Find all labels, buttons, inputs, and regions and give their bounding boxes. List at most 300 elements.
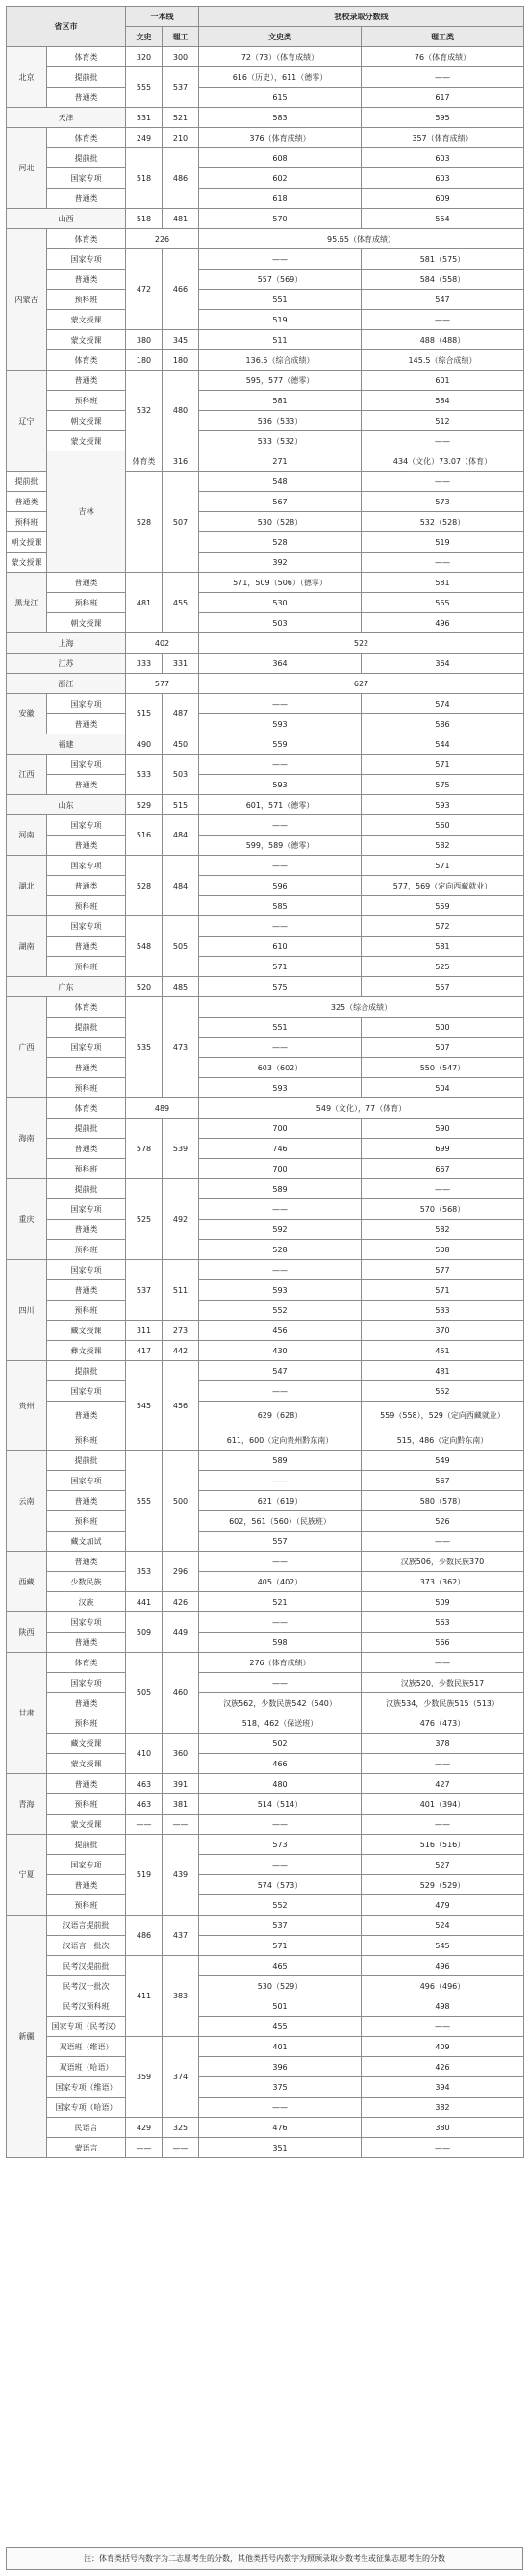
first-line-li-cell: 456 — [163, 1361, 199, 1451]
table-row — [7, 573, 524, 593]
province-cell: 北京 — [7, 47, 47, 108]
category-cell: 普通类 — [47, 714, 126, 734]
table-row — [7, 1301, 524, 1321]
admission-score-table — [6, 6, 524, 2158]
table-row — [7, 2017, 524, 2037]
school-wen-cell: 567 — [199, 492, 362, 512]
category-cell: 藏文授课 — [47, 1321, 126, 1341]
header-ligong-lei: 理工类 — [362, 27, 524, 47]
school-li-cell: 532（528） — [362, 512, 524, 532]
first-line-cell: 226 — [126, 229, 199, 249]
first-line-li-cell: 391 — [163, 1774, 199, 1794]
school-wen-cell: —— — [199, 694, 362, 714]
first-line-wen-cell: 333 — [126, 654, 163, 674]
category-cell: 朝文授课 — [47, 613, 126, 633]
table-row — [7, 1734, 524, 1754]
category-cell: 国家专项 — [47, 916, 126, 937]
category-cell: 民语言 — [47, 2118, 126, 2138]
school-li-cell: —— — [362, 472, 524, 492]
school-wen-cell: 375 — [199, 2077, 362, 2098]
category-cell: 提前批 — [47, 67, 126, 88]
first-line-li-cell: —— — [163, 2138, 199, 2158]
school-wen-cell: 616（历史），611（德零） — [199, 67, 362, 88]
school-wen-cell: 596 — [199, 876, 362, 896]
school-line-cell: 627 — [199, 674, 524, 694]
school-li-cell: —— — [362, 431, 524, 451]
school-li-cell: 582 — [362, 1220, 524, 1240]
table-row — [7, 916, 524, 937]
category-cell: 普通类 — [47, 371, 126, 391]
school-li-cell: 451 — [362, 1341, 524, 1361]
school-li-cell: 145.5（综合成绩） — [362, 350, 524, 371]
school-wen-cell: 551 — [199, 290, 362, 310]
province-cell: 山东 — [7, 795, 126, 815]
category-cell: 国家专项（维语） — [47, 2077, 126, 2098]
first-line-wen-cell: 555 — [126, 67, 163, 108]
school-li-cell: 426 — [362, 2057, 524, 2077]
first-line-wen-cell: 528 — [126, 472, 163, 573]
school-li-cell: 500 — [362, 1018, 524, 1038]
school-li-cell: 496 — [362, 613, 524, 633]
province-cell: 云南 — [7, 1451, 47, 1552]
province-cell: 上海 — [7, 633, 126, 654]
table-row — [7, 249, 524, 270]
category-cell: 预科班 — [47, 957, 126, 977]
table-row — [7, 1240, 524, 1260]
category-cell: 预科班 — [47, 1713, 126, 1734]
table-row — [7, 674, 524, 694]
school-li-cell: 496（496） — [362, 1976, 524, 1996]
first-line-wen-cell: 525 — [126, 1179, 163, 1260]
school-li-cell: 609 — [362, 189, 524, 209]
category-cell: 预科班 — [47, 1895, 126, 1916]
province-cell: 山西 — [7, 209, 126, 229]
first-line-li-cell: 450 — [163, 734, 199, 755]
table-row — [7, 1532, 524, 1552]
school-li-cell: —— — [362, 2138, 524, 2158]
table-row — [7, 431, 524, 451]
school-li-cell: 595 — [362, 108, 524, 128]
school-li-cell: 533 — [362, 1301, 524, 1321]
first-line-li-cell: 360 — [163, 1734, 199, 1774]
category-cell: 体育类 — [126, 451, 163, 472]
school-wen-cell: 533（532） — [199, 431, 362, 451]
table-row — [7, 1402, 524, 1430]
category-cell: 体育类 — [47, 128, 126, 148]
category-cell: 提前批 — [7, 472, 47, 492]
province-cell: 黑龙江 — [7, 573, 47, 633]
school-wen-cell: 456 — [199, 1321, 362, 1341]
school-wen-cell: 570 — [199, 209, 362, 229]
table-row — [7, 997, 524, 1018]
table-row — [7, 290, 524, 310]
province-cell: 海南 — [7, 1098, 47, 1179]
school-wen-cell: —— — [199, 1260, 362, 1280]
category-cell: 国家专项 — [47, 694, 126, 714]
school-wen-cell: 602 — [199, 168, 362, 189]
category-cell: 体育类 — [47, 350, 126, 371]
first-line-wen-cell: 516 — [126, 815, 163, 856]
table-row — [7, 795, 524, 815]
category-cell: 提前批 — [47, 1835, 126, 1855]
header-province: 省区市 — [7, 7, 126, 47]
school-li-cell: 571 — [362, 856, 524, 876]
category-cell: 普通类 — [47, 189, 126, 209]
table-row — [7, 1875, 524, 1895]
table-row — [7, 1855, 524, 1875]
header-school-line: 我校录取分数线 — [199, 7, 524, 27]
school-wen-cell: 480 — [199, 1774, 362, 1794]
first-line-wen-cell: 417 — [126, 1341, 163, 1361]
school-wen-cell: 571 — [199, 1936, 362, 1956]
category-cell: 预科班 — [47, 290, 126, 310]
category-cell: 民考汉提前批 — [47, 1956, 126, 1976]
first-line-li-cell: 507 — [163, 472, 199, 573]
category-cell: 国家专项 — [47, 1855, 126, 1875]
school-li-cell: 382 — [362, 2098, 524, 2118]
score-table-container — [6, 6, 523, 2158]
school-li-cell: —— — [362, 1179, 524, 1199]
category-cell: 国家专项 — [47, 249, 126, 270]
first-line-li-cell: 485 — [163, 977, 199, 997]
school-wen-cell: 455 — [199, 2017, 362, 2037]
first-line-li-cell: 300 — [163, 47, 199, 67]
school-li-cell: 550（547） — [362, 1058, 524, 1078]
category-cell: 预科班 — [47, 391, 126, 411]
school-wen-cell: —— — [199, 856, 362, 876]
table-row — [7, 1280, 524, 1301]
first-line-wen-cell: —— — [126, 2138, 163, 2158]
school-li-cell: 586 — [362, 714, 524, 734]
first-line-li-cell: 486 — [163, 148, 199, 209]
first-line-wen-cell: 311 — [126, 1321, 163, 1341]
school-wen-cell: 519 — [199, 310, 362, 330]
school-wen-cell: 700 — [199, 1119, 362, 1139]
first-line-li-cell: 466 — [163, 249, 199, 330]
first-line-li-cell: 487 — [163, 694, 199, 734]
table-row — [7, 1815, 524, 1835]
first-line-li-cell: 210 — [163, 128, 199, 148]
table-row — [7, 1471, 524, 1491]
first-line-li-cell: 480 — [163, 371, 199, 451]
category-cell: 普通类 — [47, 1693, 126, 1713]
category-cell: 双语班（维语） — [47, 2037, 126, 2057]
first-line-wen-cell: 537 — [126, 1260, 163, 1321]
first-line-wen-cell: 380 — [126, 330, 163, 350]
category-cell: 普通类 — [47, 1139, 126, 1159]
school-wen-cell: 574（573） — [199, 1875, 362, 1895]
table-row — [7, 1119, 524, 1139]
table-row — [7, 391, 524, 411]
province-cell: 西藏 — [7, 1552, 47, 1612]
first-line-li-cell: 345 — [163, 330, 199, 350]
first-line-wen-cell: 509 — [126, 1612, 163, 1653]
province-cell: 江西 — [7, 755, 47, 795]
category-cell: 国家专项 — [47, 755, 126, 775]
school-li-cell: 370 — [362, 1321, 524, 1341]
first-line-li-cell: 426 — [163, 1592, 199, 1612]
school-wen-cell: 557（569） — [199, 270, 362, 290]
category-cell: 提前批 — [47, 1179, 126, 1199]
first-line-li-cell: 492 — [163, 1179, 199, 1260]
category-cell: 预科班 — [47, 1078, 126, 1098]
table-row — [7, 714, 524, 734]
school-wen-cell: —— — [199, 916, 362, 937]
school-wen-cell: 476 — [199, 2118, 362, 2138]
table-row — [7, 1612, 524, 1633]
school-wen-cell: —— — [199, 1199, 362, 1220]
category-cell: 普通类 — [47, 573, 126, 593]
table-row — [7, 1754, 524, 1774]
category-cell: 国家专项 — [47, 1038, 126, 1058]
table-row — [7, 209, 524, 229]
category-cell: 蒙语言 — [47, 2138, 126, 2158]
category-cell: 藏文加试 — [47, 1532, 126, 1552]
school-wen-cell: 599，589（德零） — [199, 836, 362, 856]
first-line-cell: 577 — [126, 674, 199, 694]
school-li-cell: 544 — [362, 734, 524, 755]
table-row — [7, 694, 524, 714]
first-line-wen-cell: 359 — [126, 2037, 163, 2118]
first-line-wen-cell: 481 — [126, 573, 163, 633]
province-cell: 青海 — [7, 1774, 47, 1835]
category-cell: 预科班 — [47, 1794, 126, 1815]
school-wen-cell: 136.5（综合成绩） — [199, 350, 362, 371]
school-line-cell: 325（综合成绩） — [199, 997, 524, 1018]
school-wen-cell: 746 — [199, 1139, 362, 1159]
table-row — [7, 229, 524, 249]
first-line-li-cell: 460 — [163, 1653, 199, 1734]
table-row — [7, 654, 524, 674]
category-cell: 体育类 — [47, 47, 126, 67]
school-wen-cell: 583 — [199, 108, 362, 128]
school-wen-cell: 551 — [199, 1018, 362, 1038]
category-cell: 藏文授课 — [47, 1734, 126, 1754]
school-wen-cell: —— — [199, 1612, 362, 1633]
school-li-cell: 570（568） — [362, 1199, 524, 1220]
school-wen-cell: —— — [199, 815, 362, 836]
school-li-cell: 409 — [362, 2037, 524, 2057]
school-wen-cell: 72（73）（体育成绩） — [199, 47, 362, 67]
school-wen-cell: 514（514） — [199, 1794, 362, 1815]
school-wen-cell: 530 — [199, 593, 362, 613]
table-row — [7, 1693, 524, 1713]
school-li-cell: —— — [362, 2017, 524, 2037]
table-row — [7, 148, 524, 168]
category-cell: 提前批 — [47, 148, 126, 168]
first-line-wen-cell: 249 — [126, 128, 163, 148]
first-line-li-cell: 271 — [199, 451, 362, 472]
table-row — [7, 2057, 524, 2077]
header-row-1 — [7, 7, 524, 27]
table-row — [7, 67, 524, 88]
school-wen-cell: 430 — [199, 1341, 362, 1361]
table-row — [7, 1038, 524, 1058]
first-line-wen-cell: 520 — [126, 977, 163, 997]
table-row — [7, 2138, 524, 2158]
school-li-cell: 552 — [362, 1381, 524, 1402]
table-row — [7, 128, 524, 148]
category-cell: 民考汉一批次 — [47, 1976, 126, 1996]
school-wen-cell: —— — [199, 1552, 362, 1572]
category-cell: 普通类 — [47, 876, 126, 896]
school-li-cell: 593 — [362, 795, 524, 815]
school-wen-cell: 401 — [199, 2037, 362, 2057]
table-row — [7, 775, 524, 795]
table-row — [7, 1159, 524, 1179]
category-cell: 普通类 — [47, 1633, 126, 1653]
category-cell: 国家专项 — [47, 1673, 126, 1693]
table-row — [7, 1361, 524, 1381]
school-wen-cell: 575 — [199, 977, 362, 997]
category-cell: 预科班 — [47, 896, 126, 916]
school-wen-cell: 537 — [199, 1916, 362, 1936]
table-row — [7, 1713, 524, 1734]
school-li-cell: 584 — [362, 391, 524, 411]
school-wen-cell: —— — [199, 755, 362, 775]
table-row — [7, 1018, 524, 1038]
school-wen-cell: 376（体育成绩） — [199, 128, 362, 148]
category-cell: 提前批 — [47, 1361, 126, 1381]
first-line-wen-cell: 463 — [126, 1794, 163, 1815]
first-line-li-cell: 439 — [163, 1835, 199, 1916]
school-wen-cell: 602，561（560）（民族班） — [199, 1511, 362, 1532]
school-li-cell: 357（体育成绩） — [362, 128, 524, 148]
school-wen-cell: 511 — [199, 330, 362, 350]
table-row — [7, 1199, 524, 1220]
first-line-wen-cell: 519 — [126, 1835, 163, 1916]
school-wen-cell: 610 — [199, 937, 362, 957]
category-cell: 汉族 — [47, 1592, 126, 1612]
table-row — [7, 1774, 524, 1794]
first-line-wen-cell: 533 — [126, 755, 163, 795]
school-li-cell: 498 — [362, 1996, 524, 2017]
category-cell: 普通类 — [47, 775, 126, 795]
school-li-cell: 481 — [362, 1361, 524, 1381]
school-li-cell: —— — [362, 1754, 524, 1774]
province-cell: 吉林 — [47, 451, 126, 573]
school-li-cell: 555 — [362, 593, 524, 613]
school-wen-cell: 581 — [199, 391, 362, 411]
table-row — [7, 310, 524, 330]
school-li-cell: 617 — [362, 88, 524, 108]
table-row — [7, 2118, 524, 2138]
table-row — [7, 1381, 524, 1402]
category-cell: 朝文授课 — [7, 532, 47, 553]
school-wen-cell: 405（402） — [199, 1572, 362, 1592]
first-line-li-cell: 374 — [163, 2037, 199, 2118]
category-cell: 预科班 — [47, 1159, 126, 1179]
province-cell: 天津 — [7, 108, 126, 128]
header-li: 理工 — [163, 27, 199, 47]
table-row — [7, 1179, 524, 1199]
school-li-cell: 汉族534，少数民族515（513） — [362, 1693, 524, 1713]
school-li-cell: —— — [362, 1815, 524, 1835]
province-cell: 福建 — [7, 734, 126, 755]
table-row — [7, 2037, 524, 2057]
first-line-li-cell: —— — [163, 1815, 199, 1835]
school-li-cell: 577 — [362, 1260, 524, 1280]
school-li-cell: —— — [362, 1532, 524, 1552]
table-row — [7, 1633, 524, 1653]
category-cell: 普通类 — [47, 1491, 126, 1511]
table-row — [7, 1835, 524, 1855]
school-li-cell: 401（394） — [362, 1794, 524, 1815]
school-li-cell: 581 — [362, 573, 524, 593]
school-wen-cell: 601，571（德零） — [199, 795, 362, 815]
school-wen-cell: —— — [199, 1471, 362, 1491]
school-li-cell: 509 — [362, 1592, 524, 1612]
province-cell: 江苏 — [7, 654, 126, 674]
table-row — [7, 876, 524, 896]
table-row — [7, 613, 524, 633]
first-line-wen-cell: 441 — [126, 1592, 163, 1612]
school-li-cell: 364 — [362, 654, 524, 674]
first-line-li-cell: 449 — [163, 1612, 199, 1653]
school-wen-cell: 603（602） — [199, 1058, 362, 1078]
school-wen-cell: 466 — [199, 1754, 362, 1774]
province-cell: 广东 — [7, 977, 126, 997]
province-cell: 辽宁 — [7, 371, 47, 472]
table-row — [7, 593, 524, 613]
table-row — [7, 1673, 524, 1693]
category-cell: 蒙文授课 — [47, 431, 126, 451]
category-cell: 汉语言提前批 — [47, 1916, 126, 1936]
school-li-cell: —— — [362, 553, 524, 573]
first-line-wen-cell: 316 — [163, 451, 199, 472]
school-wen-cell: 503 — [199, 613, 362, 633]
school-wen-cell: 621（619） — [199, 1491, 362, 1511]
school-wen-cell: 615 — [199, 88, 362, 108]
table-row — [7, 371, 524, 391]
school-li-cell: 76（体育成绩） — [362, 47, 524, 67]
school-wen-cell: 629（628） — [199, 1402, 362, 1430]
school-li-cell: 373（362） — [362, 1572, 524, 1592]
school-li-cell: 667 — [362, 1159, 524, 1179]
school-wen-cell: —— — [199, 1038, 362, 1058]
school-li-cell: 601 — [362, 371, 524, 391]
table-row — [7, 1794, 524, 1815]
school-wen-cell: 589 — [199, 1451, 362, 1471]
first-line-wen-cell: 490 — [126, 734, 163, 755]
table-row — [7, 1260, 524, 1280]
school-wen-cell: —— — [199, 1673, 362, 1693]
school-wen-cell: 618 — [199, 189, 362, 209]
school-li-cell: 394 — [362, 2077, 524, 2098]
category-cell: 体育类 — [47, 1653, 126, 1673]
table-row — [7, 1996, 524, 2017]
category-cell: 少数民族 — [47, 1572, 126, 1592]
school-li-cell: 580（578） — [362, 1491, 524, 1511]
table-row — [7, 633, 524, 654]
table-row — [7, 1653, 524, 1673]
school-li-cell: 507 — [362, 1038, 524, 1058]
footnote: 注：体育类括号内数字为二志愿考生的分数，其他类括号内数字为照顾录取少数考生或征集志愿考生的分数 — [6, 2547, 523, 2570]
school-wen-cell: —— — [199, 1815, 362, 1835]
school-li-cell: 汉族520，少数民族517 — [362, 1673, 524, 1693]
school-li-cell: 575 — [362, 775, 524, 795]
category-cell: 汉语言一批次 — [47, 1936, 126, 1956]
table-row — [7, 1321, 524, 1341]
school-li-cell: 574 — [362, 694, 524, 714]
first-line-li-cell: 537 — [163, 67, 199, 108]
category-cell: 普通类 — [47, 1774, 126, 1794]
school-line-cell: 95.65（体育成绩） — [199, 229, 524, 249]
first-line-wen-cell: 353 — [126, 1552, 163, 1592]
table-row — [7, 1895, 524, 1916]
category-cell: 普通类 — [47, 88, 126, 108]
first-line-li-cell: 503 — [163, 755, 199, 795]
